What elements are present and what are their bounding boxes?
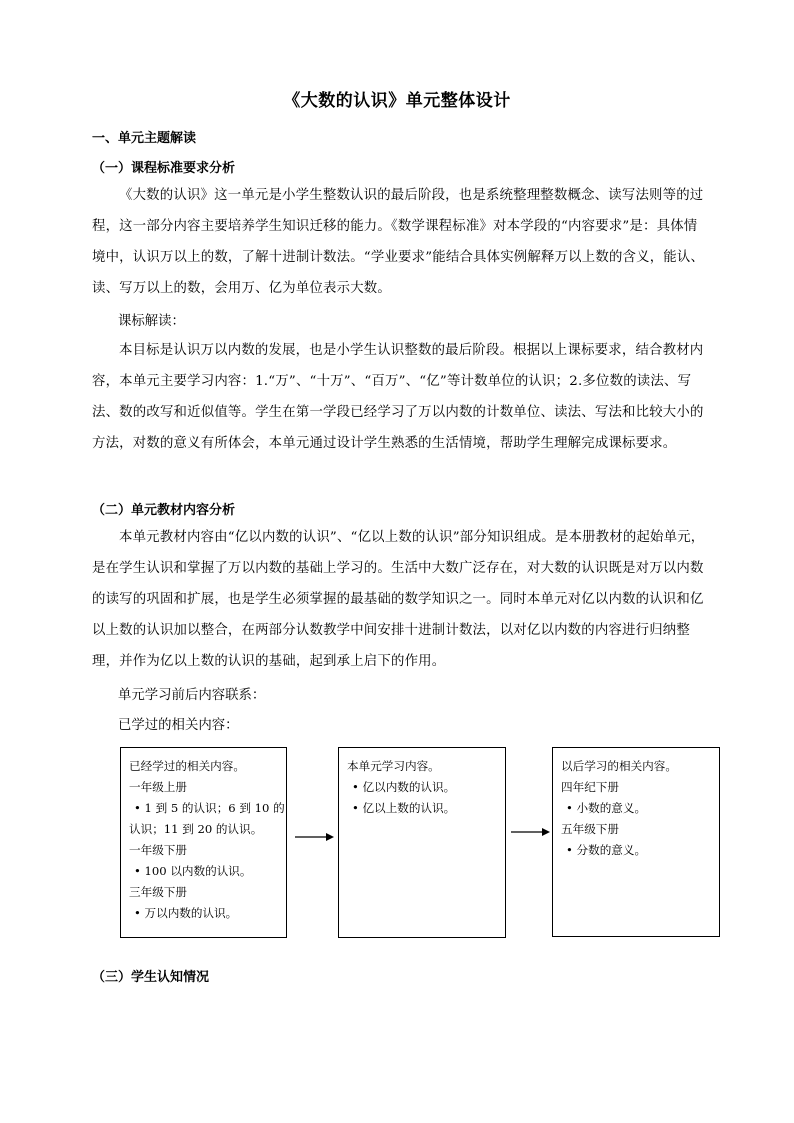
paragraph-interpretation: 本目标是认识万以内数的发展，也是小学生认识整数的最后阶段。根据以上课标要求，结合教材内容，本单元主要学习内容：1.“万”、“十万”、“百万”、“亿”等计数单位的认识；2.多位数的读法、写法、数的改写和近似值等。学生在第一学段已经学习了万以内数的计数单位、读法、写法和比较大小的方法，对数的意义有所体会，本单元通过设计学生熟悉的生活情境，帮助学生理解完成课标要求。 bbox=[92, 343, 704, 451]
box-current-heading: 本单元学习内容。 bbox=[347, 759, 440, 773]
subsection-heading-2: （二）单元教材内容分析 bbox=[92, 503, 236, 518]
grade-label: 一年级下册 bbox=[129, 843, 187, 857]
grade-label: 一年级上册 bbox=[129, 780, 187, 794]
paragraph-standards: 《大数的认识》这一单元是小学生整数认识的最后阶段，也是系统整理整数概念、读写法则等的过程，这一部分内容主要培养学生知识迁移的能力。《数学课程标准》对本学段的“内容要求”是：具体情境中，认识万以上的数，了解十进制计数法。“学业要求”能结合具体实例解释万以上数的含义，能认、读、写万以上的数，会用万、亿为单位表示大数。 bbox=[92, 188, 705, 296]
list-item: • 万以内数的认识。 bbox=[134, 906, 238, 920]
arrow-right-icon bbox=[511, 825, 551, 839]
paragraph-textbook-analysis: 本单元教材内容由“亿以内数的认识”、“亿以上数的认识”部分知识组成。是本册教材的起始单元，是在学生认识和掌握了万以内数的基础上学习的。生活中大数广泛存在，对大数的认识既是对万以内数的读写的巩固和扩展，也是学生必须掌握的最基础的数学知识之一。同时本单元对亿以内数的认识和亿以上数的认识加以整合，在两部分认数教学中间安排十进制计数法，以对亿以内数的内容进行归纳整理，并作为亿以上数的认识的基础，起到承上启下的作用。 bbox=[92, 530, 705, 669]
list-item: • 亿以上数的认识。 bbox=[352, 801, 456, 815]
label-content-relation: 单元学习前后内容联系： bbox=[118, 688, 266, 703]
arrow-right-icon bbox=[295, 830, 335, 844]
box-previous-content bbox=[120, 747, 287, 938]
label-learned-content: 已学过的相关内容： bbox=[118, 718, 239, 733]
list-item: • 亿以内数的认识。 bbox=[352, 780, 456, 794]
box-future-heading: 以后学习的相关内容。 bbox=[561, 759, 677, 773]
box-previous-heading: 已经学过的相关内容。 bbox=[129, 759, 245, 773]
grade-label: 三年级下册 bbox=[129, 885, 187, 899]
list-item: • 100 以内数的认识。 bbox=[134, 864, 252, 878]
list-item: • 分数的意义。 bbox=[566, 843, 647, 857]
list-item: • 小数的意义。 bbox=[566, 801, 647, 815]
list-item: • 1 到 5 的认识；6 到 10 的 bbox=[134, 801, 285, 815]
subsection-heading-1: （一）课程标准要求分析 bbox=[92, 161, 236, 176]
section-heading-1: 一、单元主题解读 bbox=[92, 131, 197, 146]
label-standards-interpretation: 课标解读： bbox=[118, 314, 185, 329]
list-item-continuation: 认识；11 到 20 的认识。 bbox=[129, 822, 263, 836]
page-title: 《大数的认识》单元整体设计 bbox=[283, 91, 511, 111]
grade-label: 五年级下册 bbox=[561, 822, 619, 836]
box-future-content bbox=[552, 747, 720, 937]
subsection-heading-3: （三）学生认知情况 bbox=[92, 970, 210, 985]
grade-label: 四年纪下册 bbox=[561, 780, 619, 794]
box-current-unit bbox=[338, 747, 506, 938]
